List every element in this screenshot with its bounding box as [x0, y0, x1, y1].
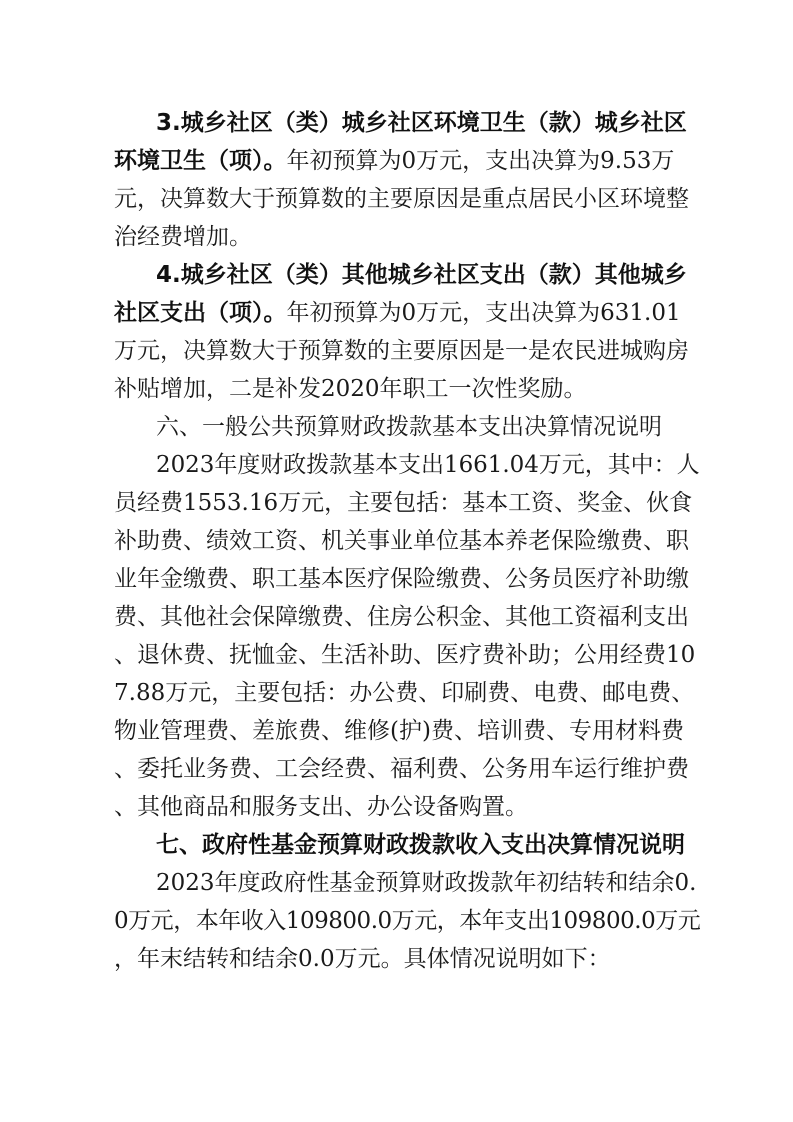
section6-line: 员经费1553.16万元，主要包括：基本工资、奖金、伙食 — [114, 490, 693, 516]
section6-line: 补助费、绩效工资、机关事业单位基本养老保险缴费、职 — [114, 528, 689, 554]
item4-line2 — [114, 296, 681, 330]
section6-line: 7.88万元，主要包括：办公费、印刷费、电费、邮电费、 — [114, 680, 695, 706]
item4-title-line1: 4.城乡社区（类）其他城乡社区支出（款）其他城乡 — [156, 262, 687, 288]
section6-line: 费、其他社会保障缴费、住房公积金、其他工资福利支出 — [114, 604, 689, 630]
item4-title-line2: 社区支出（项）。 — [114, 300, 287, 326]
section7-line: 0万元，本年收入109800.0万元，本年支出109800.0万元 — [114, 908, 701, 934]
section6-line: 、其他商品和服务支出、办公设备购置。 — [114, 794, 528, 820]
item4-line2-text: 年初预算为0万元，支出决算为631.01 — [286, 300, 681, 326]
item3-title-line2: 环境卫生（项）。 — [114, 148, 287, 174]
item3-title-line1: 3.城乡社区（类）城乡社区环境卫生（款）城乡社区 — [156, 110, 687, 136]
item3-line4: 治经费增加。 — [114, 224, 252, 250]
item3-line2-text: 年初预算为0万元，支出决算为9.53万 — [286, 148, 675, 174]
section6-line: 、委托业务费、工会经费、福利费、公务用车运行维护费 — [114, 756, 689, 782]
section6-line: 2023年度财政拨款基本支出1661.04万元，其中：人 — [156, 452, 700, 478]
section7-line: 2023年度政府性基金预算财政拨款年初结转和结余0. — [156, 870, 697, 896]
section7-line: ，年末结转和结余0.0万元。具体情况说明如下： — [114, 946, 611, 972]
item4-line3: 万元，决算数大于预算数的主要原因是一是农民进城购房 — [114, 338, 689, 364]
item3-line3: 元，决算数大于预算数的主要原因是重点居民小区环境整 — [114, 186, 689, 212]
section6-heading: 六、一般公共预算财政拨款基本支出决算情况说明 — [156, 414, 662, 440]
section6-line: 业年金缴费、职工基本医疗保险缴费、公务员医疗补助缴 — [114, 566, 689, 592]
section6-line: 物业管理费、差旅费、维修(护)费、培训费、专用材料费 — [114, 718, 684, 744]
item4-line4: 补贴增加，二是补发2020年职工一次性奖励。 — [114, 376, 587, 402]
section6-line: 、退休费、抚恤金、生活补助、医疗费补助；公用经费10 — [114, 642, 696, 668]
section7-heading: 七、政府性基金预算财政拨款收入支出决算情况说明 — [156, 832, 685, 858]
item3-line2 — [114, 144, 674, 178]
